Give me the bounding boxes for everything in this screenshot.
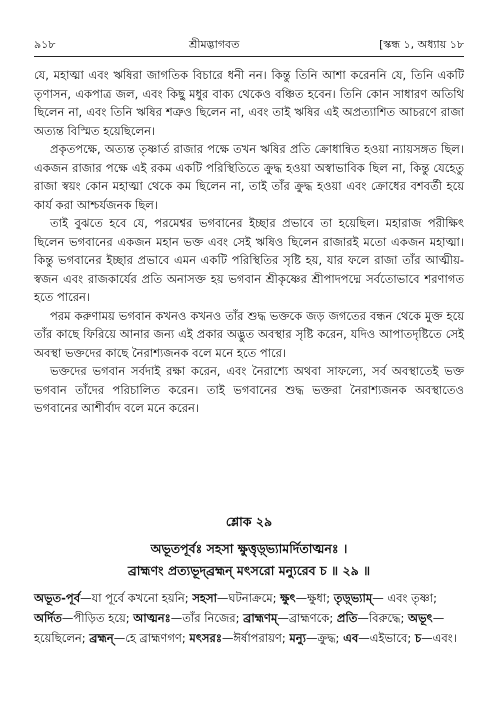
- section-reference: [স্কন্ধ ১, অধ্যায় ১৮: [379, 38, 464, 51]
- synonym-term: অর্দিত: [34, 611, 62, 625]
- page-header: [34, 36, 464, 54]
- synonym-term: চ: [414, 631, 422, 645]
- paragraph: যে, মহাত্মা এবং ঋষিরা জাগতিক বিচারে ধনী নন। কিন্তু তিনি আশা করেননি যে, তিনি একটি তৃণাসন, একপাত্র জল, এবং কিছু মধুর বাক্য থেকেও বঞ্চিত হবেন। তিনি কোন সাধারণ অতিথি ছিলেন না, এবং তিনি ঋষির শত্রুও ছিলেন না, এবং তাই ঋষির এই অপ্রত্যাশিত আচরণে রাজা অত্যন্ত বিস্মিত হয়েছিলেন।: [34, 68, 464, 138]
- verse-line: অভূতপূর্বঃ সহসা ক্ষুত্তৃড়্ভ্যামর্দিতাত্মনঃ ।: [150, 541, 348, 556]
- page-number: ৯১৮: [34, 38, 56, 51]
- synonym-term: ব্রহ্মন্: [89, 631, 114, 645]
- synonym-term: প্রতি: [336, 611, 358, 625]
- synonym-term: ক্ষুৎ: [280, 591, 296, 605]
- synonym-term: অভূৎ: [408, 611, 433, 625]
- synonym-meaning: —ক্ষুধা;: [295, 591, 334, 605]
- paragraph: পরম করুণাময় ভগবান কখনও কখনও তাঁর শুদ্ধ ভক্তকে জড় জগতের বন্ধন থেকে মুক্ত হয়ে তাঁর কাছে ফিরিয়ে আনার জন্য এই প্রকার অদ্ভুত অবস্থার সৃষ্টি করেন, যদিও আপাতদৃষ্টিতে সেই অবস্থা ভক্তদের কাছে নৈরাশ্যজনক বলে মনে হতে পারে।: [34, 308, 464, 360]
- synonym-meaning: — এবং তৃষ্ণা;: [372, 591, 437, 605]
- synonym-meaning: —হে ব্রাহ্মণগণ;: [113, 631, 190, 645]
- synonym-term: এব: [343, 631, 359, 645]
- synonym-meaning: —ঈর্ষাপরায়ণ;: [221, 631, 290, 645]
- synonym-meaning: —ক্রুদ্ধ;: [306, 631, 344, 645]
- synonym-term: আত্মনঃ: [133, 611, 171, 625]
- purport-body: [34, 66, 464, 418]
- verse-title: শ্লোক ২৯: [225, 514, 273, 529]
- paragraph: ভক্তদের ভগবান সর্বদাই রক্ষা করেন, এবং নৈরাশ্যে অথবা সাফল্যে, সর্ব অবস্থাতেই ভক্ত ভগবান তাঁদের পরিচালিত করেন। তাই ভগবানের শুদ্ধ ভক্তরা নৈরাশ্যজনক অবস্থাতেও ভগবানের আশীর্বাদ বলে মনে করেন।: [34, 364, 464, 415]
- book-title: শ্রীমদ্ভাগবত: [189, 38, 240, 51]
- synonym-meaning: —তাঁর নিজের;: [170, 611, 244, 625]
- synonym-meaning: —এবং।: [421, 631, 457, 645]
- synonym-meaning: —যা পূর্বে কখনো হয়নি;: [80, 591, 193, 605]
- verse-block: [34, 514, 464, 582]
- synonym-term: অভূত-পূর্ব: [34, 591, 81, 605]
- verse-line: ব্রাহ্মণং প্রত্যভূদ্‌ব্রহ্মন্ মৎসরো মন্যুরেব চ ॥ ২৯ ॥: [127, 563, 371, 578]
- synonym-term: তৃড়্ভ্যাম্: [333, 591, 373, 605]
- synonym-meaning: —ব্রাহ্মণকে;: [277, 611, 337, 625]
- synonym-term: মন্যু: [289, 631, 306, 645]
- synonym-meaning: —ঘটনাক্রমে;: [216, 591, 281, 605]
- synonym-meaning: —হয়েছিলেন;: [34, 611, 445, 645]
- synonym-term: সহসা: [192, 591, 217, 605]
- synonyms: [34, 588, 464, 648]
- header-rule: [34, 56, 464, 57]
- synonym-term: ব্রাহ্মণম্: [243, 611, 278, 625]
- paragraph: প্রকৃতপক্ষে, অত্যন্ত তৃষ্ণার্ত রাজার পক্ষে তখন ঋষির প্রতি ক্রোধান্বিত হওয়া ন্যায়সঙ্গত ছিল। একজন রাজার পক্ষে এই রকম একটি পরিস্থিতিতে ক্রুদ্ধ হওয়া অস্বাভাবিক ছিল না, কিন্তু যেহেতু রাজা স্বয়ং কোন মহাত্মা থেকে কম ছিলেন না, তাই তাঁর ক্রুদ্ধ হওয়া এবং ক্রোধের বশবর্তী হয়ে কার্য করা আশ্চর্যজনক ছিল।: [34, 142, 464, 212]
- synonym-meaning: —বিরুদ্ধে;: [357, 611, 408, 625]
- synonym-meaning: —এইভাবে;: [358, 631, 415, 645]
- synonym-meaning: —পীড়িত হয়ে;: [61, 611, 134, 625]
- synonym-term: মৎসরঃ: [189, 631, 222, 645]
- paragraph: তাই বুঝতে হবে যে, পরমেশ্বর ভগবানের ইচ্ছার প্রভাবে তা হয়েছিল। মহারাজ পরীক্ষিৎ ছিলেন ভগবানের একজন মহান ভক্ত এবং সেই ঋষিও ছিলেন রাজারই মতো একজন মহাত্মা। কিন্তু ভগবানের ইচ্ছার প্রভাবে এমন একটি পরিস্থিতির সৃষ্টি হয়, যার ফলে রাজা তাঁর আত্মীয়-স্বজন এবং রাজকার্যের প্রতি অনাসক্ত হয় ভগবান শ্রীকৃষ্ণের শ্রীপাদপদ্মে সর্বতোভাবে শরণাগত হতে পারেন।: [34, 216, 464, 304]
